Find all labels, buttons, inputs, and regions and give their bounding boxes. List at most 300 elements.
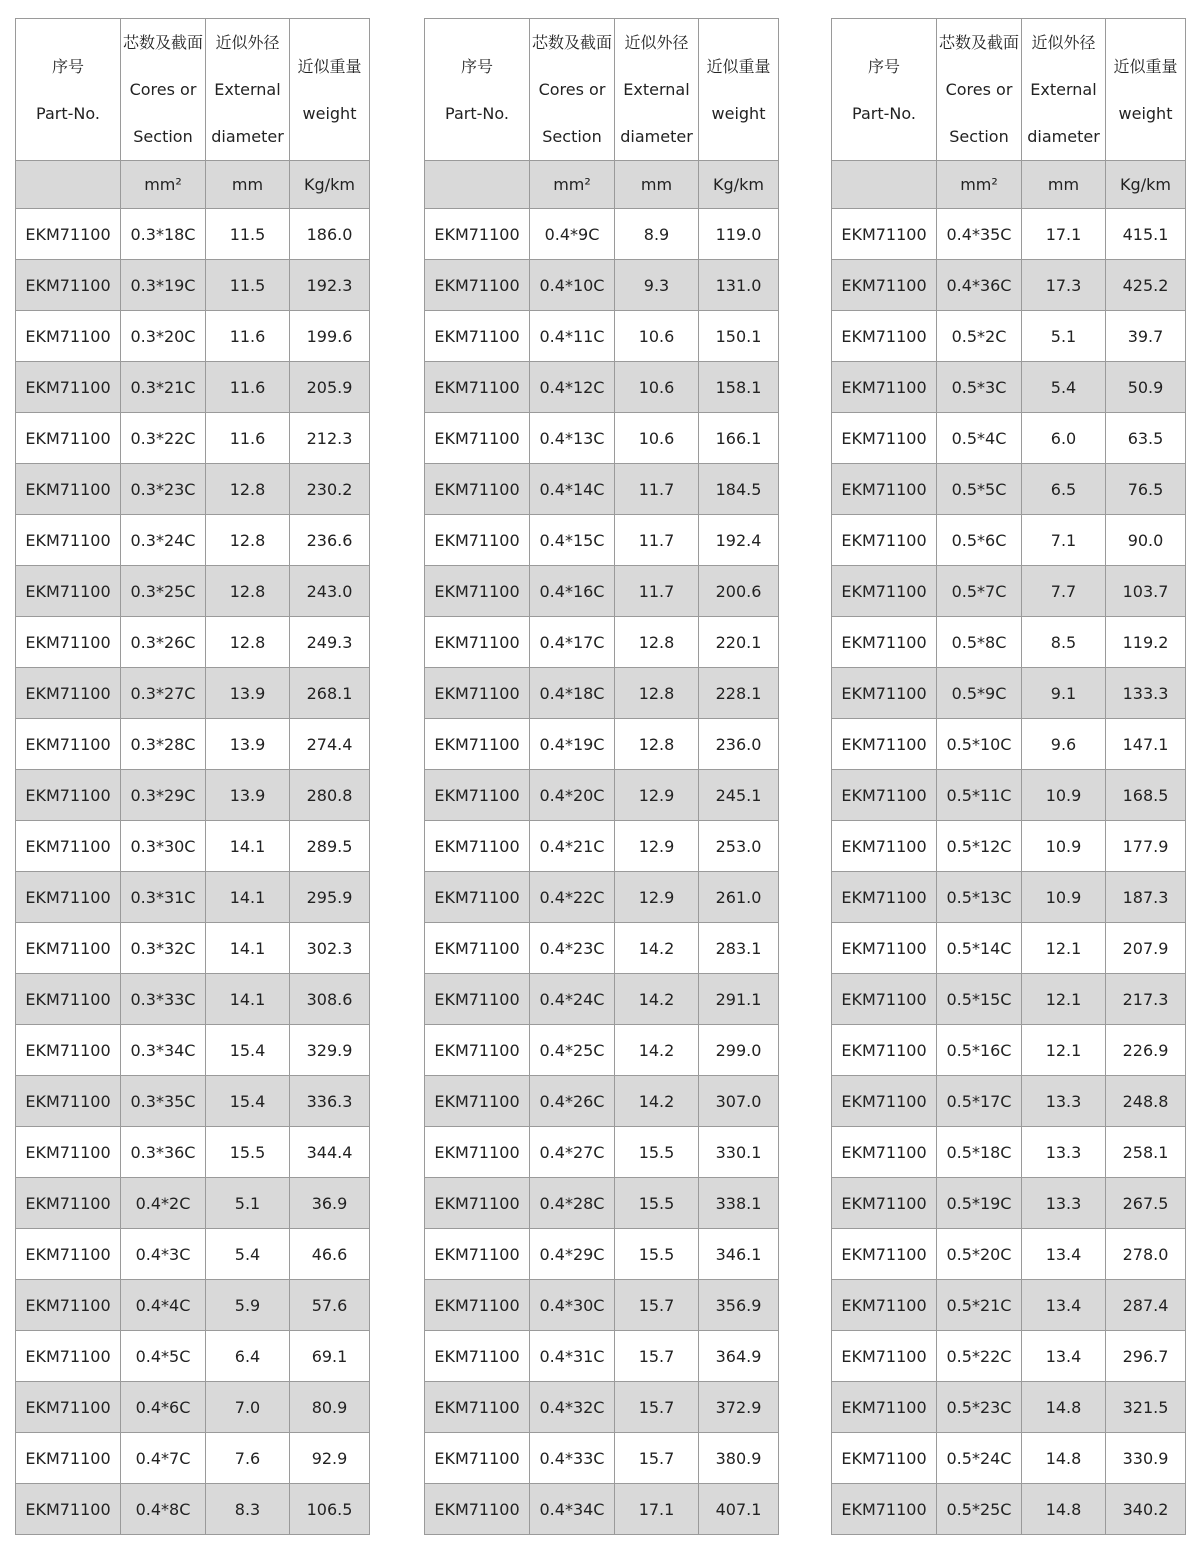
weight-cell: 253.0 — [699, 821, 779, 872]
cores-cell: 0.4*33C — [530, 1433, 615, 1484]
weight-unit: Kg/km — [290, 161, 370, 209]
weight-cell: 283.1 — [699, 923, 779, 974]
weight-cell: 236.0 — [699, 719, 779, 770]
weight-cell: 267.5 — [1106, 1178, 1186, 1229]
cores-cell: 0.4*6C — [121, 1382, 206, 1433]
diameter-cell: 11.6 — [206, 311, 290, 362]
cores-cell: 0.3*18C — [121, 209, 206, 260]
diameter-cell: 14.1 — [206, 923, 290, 974]
weight-cell: 69.1 — [290, 1331, 370, 1382]
weight-cell: 302.3 — [290, 923, 370, 974]
part-no-cell: EKM71100 — [16, 872, 121, 923]
table-row — [832, 1433, 1186, 1484]
cores-cell: 0.5*15C — [937, 974, 1022, 1025]
weight-cell: 207.9 — [1106, 923, 1186, 974]
part-no-cell: EKM71100 — [16, 1484, 121, 1535]
cores-cell: 0.5*22C — [937, 1331, 1022, 1382]
table-row — [16, 872, 370, 923]
part-no-cell: EKM71100 — [425, 566, 530, 617]
part-no-cell: EKM71100 — [425, 668, 530, 719]
table-row — [425, 617, 779, 668]
cores-cell: 0.3*25C — [121, 566, 206, 617]
table-row — [832, 974, 1186, 1025]
diameter-header — [1022, 19, 1106, 161]
part-no-cell: EKM71100 — [16, 974, 121, 1025]
weight-cell: 200.6 — [699, 566, 779, 617]
weight-cell: 308.6 — [290, 974, 370, 1025]
part-no-cell: EKM71100 — [425, 311, 530, 362]
table-row — [832, 209, 1186, 260]
cores-cell: 0.4*2C — [121, 1178, 206, 1229]
cores-cell: 0.5*3C — [937, 362, 1022, 413]
cores-cell: 0.4*31C — [530, 1331, 615, 1382]
part-no-cell: EKM71100 — [832, 209, 937, 260]
cores-cell: 0.4*7C — [121, 1433, 206, 1484]
part-no-cell: EKM71100 — [425, 209, 530, 260]
cores-cell: 0.5*13C — [937, 872, 1022, 923]
part-no-cell: EKM71100 — [16, 1382, 121, 1433]
diameter-cell: 11.5 — [206, 209, 290, 260]
cores-cell: 0.5*16C — [937, 1025, 1022, 1076]
part-no-cell: EKM71100 — [832, 821, 937, 872]
part-no-cell: EKM71100 — [832, 515, 937, 566]
diameter-cell: 6.0 — [1022, 413, 1106, 464]
diameter-cell: 12.8 — [615, 719, 699, 770]
diameter-cell: 8.9 — [615, 209, 699, 260]
table-row — [425, 362, 779, 413]
weight-cell: 261.0 — [699, 872, 779, 923]
weight-cell: 415.1 — [1106, 209, 1186, 260]
weight-cell: 90.0 — [1106, 515, 1186, 566]
cores-header-line: Section — [949, 127, 1009, 146]
diameter-cell: 13.4 — [1022, 1229, 1106, 1280]
table-row — [832, 413, 1186, 464]
diameter-cell: 12.8 — [206, 464, 290, 515]
table-row — [16, 1280, 370, 1331]
table-row — [16, 974, 370, 1025]
table-row — [16, 770, 370, 821]
part-header-line: Part-No. — [445, 103, 509, 123]
table-row — [16, 923, 370, 974]
weight-header-line: 近似重量 — [297, 56, 362, 76]
weight-cell: 344.4 — [290, 1127, 370, 1178]
cores-cell: 0.4*13C — [530, 413, 615, 464]
part-no-cell: EKM71100 — [16, 1280, 121, 1331]
part-no-cell: EKM71100 — [832, 974, 937, 1025]
weight-cell: 295.9 — [290, 872, 370, 923]
weight-cell: 321.5 — [1106, 1382, 1186, 1433]
weight-header — [290, 19, 370, 161]
weight-cell: 346.1 — [699, 1229, 779, 1280]
cores-header-line: 芯数及截面 — [938, 33, 1019, 52]
diameter-cell: 14.2 — [615, 1025, 699, 1076]
weight-cell: 356.9 — [699, 1280, 779, 1331]
diameter-cell: 15.4 — [206, 1025, 290, 1076]
cores-cell: 0.3*35C — [121, 1076, 206, 1127]
part-no-cell: EKM71100 — [425, 1331, 530, 1382]
cores-cell: 0.4*8C — [121, 1484, 206, 1535]
weight-cell: 425.2 — [1106, 260, 1186, 311]
table-row — [425, 1178, 779, 1229]
cores-cell: 0.5*21C — [937, 1280, 1022, 1331]
cable-spec-table — [424, 18, 779, 1535]
diameter-cell: 12.1 — [1022, 923, 1106, 974]
cores-cell: 0.5*10C — [937, 719, 1022, 770]
cores-cell: 0.5*2C — [937, 311, 1022, 362]
part-no-cell: EKM71100 — [16, 1331, 121, 1382]
diameter-cell: 13.9 — [206, 770, 290, 821]
weight-header-line: 近似重量 — [706, 56, 771, 76]
part-header-line: 序号 — [867, 56, 900, 76]
part-no-cell: EKM71100 — [425, 1178, 530, 1229]
table-row — [16, 1229, 370, 1280]
cores-cell: 0.3*34C — [121, 1025, 206, 1076]
weight-cell: 230.2 — [290, 464, 370, 515]
cores-header-line: 芯数及截面 — [122, 33, 203, 52]
diameter-cell: 10.9 — [1022, 770, 1106, 821]
weight-cell: 248.8 — [1106, 1076, 1186, 1127]
weight-cell: 336.3 — [290, 1076, 370, 1127]
diameter-cell: 11.6 — [206, 413, 290, 464]
diameter-cell: 6.5 — [1022, 464, 1106, 515]
cores-cell: 0.4*3C — [121, 1229, 206, 1280]
part-no-cell: EKM71100 — [832, 260, 937, 311]
cores-cell: 0.3*33C — [121, 974, 206, 1025]
part-no-cell: EKM71100 — [832, 1127, 937, 1178]
part-no-cell: EKM71100 — [832, 362, 937, 413]
diameter-cell: 12.8 — [206, 515, 290, 566]
table-row — [832, 566, 1186, 617]
diameter-header-line: External — [623, 80, 690, 99]
diameter-cell: 9.3 — [615, 260, 699, 311]
weight-cell: 205.9 — [290, 362, 370, 413]
diameter-cell: 13.9 — [206, 668, 290, 719]
table-row — [832, 260, 1186, 311]
table-row — [16, 1331, 370, 1382]
diameter-cell: 6.4 — [206, 1331, 290, 1382]
part-no-cell: EKM71100 — [425, 617, 530, 668]
part-no-cell: EKM71100 — [425, 719, 530, 770]
table-row — [16, 209, 370, 260]
part-no-cell: EKM71100 — [16, 1433, 121, 1484]
table-row — [832, 515, 1186, 566]
table-row — [16, 566, 370, 617]
weight-cell: 192.4 — [699, 515, 779, 566]
part-no-cell: EKM71100 — [16, 719, 121, 770]
diameter-cell: 7.1 — [1022, 515, 1106, 566]
weight-cell: 287.4 — [1106, 1280, 1186, 1331]
cores-cell: 0.4*20C — [530, 770, 615, 821]
weight-cell: 217.3 — [1106, 974, 1186, 1025]
unit-row — [16, 161, 370, 209]
diameter-cell: 14.8 — [1022, 1382, 1106, 1433]
diameter-cell: 12.8 — [206, 566, 290, 617]
weight-cell: 80.9 — [290, 1382, 370, 1433]
cores-cell: 0.4*26C — [530, 1076, 615, 1127]
cores-cell: 0.4*17C — [530, 617, 615, 668]
cores-unit: mm² — [937, 161, 1022, 209]
table-row — [832, 1229, 1186, 1280]
diameter-cell: 15.5 — [615, 1229, 699, 1280]
part-no-cell: EKM71100 — [16, 821, 121, 872]
weight-cell: 212.3 — [290, 413, 370, 464]
table-row — [425, 1076, 779, 1127]
diameter-cell: 9.6 — [1022, 719, 1106, 770]
diameter-header-line: 近似外径 — [1031, 33, 1096, 52]
cores-cell: 0.3*23C — [121, 464, 206, 515]
weight-cell: 150.1 — [699, 311, 779, 362]
diameter-cell: 8.3 — [206, 1484, 290, 1535]
weight-cell: 103.7 — [1106, 566, 1186, 617]
diameter-cell: 11.5 — [206, 260, 290, 311]
unit-row — [832, 161, 1186, 209]
cores-cell: 0.4*27C — [530, 1127, 615, 1178]
part-no-cell: EKM71100 — [16, 464, 121, 515]
diameter-cell: 11.7 — [615, 464, 699, 515]
cores-cell: 0.5*17C — [937, 1076, 1022, 1127]
table-row — [832, 464, 1186, 515]
part-no-cell: EKM71100 — [832, 311, 937, 362]
table-row — [832, 923, 1186, 974]
table-row — [16, 515, 370, 566]
table-row — [425, 923, 779, 974]
weight-cell: 226.9 — [1106, 1025, 1186, 1076]
part-header — [832, 19, 937, 161]
cores-cell: 0.5*5C — [937, 464, 1022, 515]
cores-cell: 0.4*29C — [530, 1229, 615, 1280]
cores-cell: 0.4*11C — [530, 311, 615, 362]
weight-cell: 274.4 — [290, 719, 370, 770]
cores-cell: 0.5*25C — [937, 1484, 1022, 1535]
table-row — [832, 1331, 1186, 1382]
part-no-cell: EKM71100 — [425, 923, 530, 974]
table-row — [425, 1433, 779, 1484]
table-row — [832, 1484, 1186, 1535]
cores-cell: 0.5*7C — [937, 566, 1022, 617]
weight-cell: 131.0 — [699, 260, 779, 311]
cores-cell: 0.4*32C — [530, 1382, 615, 1433]
weight-cell: 63.5 — [1106, 413, 1186, 464]
table-row — [16, 1076, 370, 1127]
cores-cell: 0.4*36C — [937, 260, 1022, 311]
cores-header-line: 芯数及截面 — [531, 33, 612, 52]
part-no-cell: EKM71100 — [425, 1280, 530, 1331]
diameter-cell: 15.4 — [206, 1076, 290, 1127]
cores-cell: 0.4*10C — [530, 260, 615, 311]
diameter-cell: 13.3 — [1022, 1076, 1106, 1127]
diameter-cell: 17.1 — [1022, 209, 1106, 260]
table-row — [16, 1484, 370, 1535]
diameter-cell: 5.9 — [206, 1280, 290, 1331]
part-no-cell: EKM71100 — [425, 1025, 530, 1076]
weight-cell: 158.1 — [699, 362, 779, 413]
weight-cell: 289.5 — [290, 821, 370, 872]
weight-cell: 166.1 — [699, 413, 779, 464]
part-no-cell: EKM71100 — [832, 872, 937, 923]
table-row — [16, 1178, 370, 1229]
part-header-line: 序号 — [51, 56, 84, 76]
part-no-cell: EKM71100 — [425, 770, 530, 821]
cores-cell: 0.3*28C — [121, 719, 206, 770]
cores-cell: 0.4*25C — [530, 1025, 615, 1076]
cores-cell: 0.3*32C — [121, 923, 206, 974]
diameter-cell: 14.2 — [615, 974, 699, 1025]
weight-header — [1106, 19, 1186, 161]
table-row — [425, 1484, 779, 1535]
part-no-cell: EKM71100 — [16, 1229, 121, 1280]
cores-header — [530, 19, 615, 161]
cores-cell: 0.4*14C — [530, 464, 615, 515]
weight-unit: Kg/km — [1106, 161, 1186, 209]
part-no-cell: EKM71100 — [16, 311, 121, 362]
table-row — [832, 872, 1186, 923]
table-row — [832, 821, 1186, 872]
diameter-cell: 10.6 — [615, 413, 699, 464]
weight-header — [699, 19, 779, 161]
table-row — [832, 1178, 1186, 1229]
diameter-cell: 15.7 — [615, 1382, 699, 1433]
cores-cell: 0.3*19C — [121, 260, 206, 311]
diameter-cell: 14.8 — [1022, 1433, 1106, 1484]
table-row — [16, 1025, 370, 1076]
part-no-cell: EKM71100 — [16, 923, 121, 974]
diameter-header-line: External — [1030, 80, 1097, 99]
diameter-cell: 13.3 — [1022, 1178, 1106, 1229]
part-no-cell: EKM71100 — [16, 1127, 121, 1178]
diameter-cell: 11.7 — [615, 566, 699, 617]
cores-header — [937, 19, 1022, 161]
diameter-cell: 8.5 — [1022, 617, 1106, 668]
table-row — [425, 566, 779, 617]
weight-cell: 236.6 — [290, 515, 370, 566]
cores-cell: 0.3*30C — [121, 821, 206, 872]
weight-cell: 92.9 — [290, 1433, 370, 1484]
part-no-cell: EKM71100 — [425, 413, 530, 464]
part-header-line: 序号 — [460, 56, 493, 76]
table-row — [832, 311, 1186, 362]
diameter-cell: 14.8 — [1022, 1484, 1106, 1535]
weight-header-line: weight — [302, 103, 357, 123]
weight-cell: 57.6 — [290, 1280, 370, 1331]
diameter-cell: 15.5 — [615, 1178, 699, 1229]
part-no-cell: EKM71100 — [425, 821, 530, 872]
weight-cell: 340.2 — [1106, 1484, 1186, 1535]
table-row — [425, 209, 779, 260]
table-row — [832, 617, 1186, 668]
table-row — [425, 668, 779, 719]
part-no-cell: EKM71100 — [832, 566, 937, 617]
table-row — [425, 311, 779, 362]
diameter-cell: 7.7 — [1022, 566, 1106, 617]
table-row — [16, 1382, 370, 1433]
weight-cell: 228.1 — [699, 668, 779, 719]
cores-cell: 0.5*23C — [937, 1382, 1022, 1433]
diameter-cell: 15.5 — [206, 1127, 290, 1178]
part-no-cell: EKM71100 — [832, 1433, 937, 1484]
weight-cell: 133.3 — [1106, 668, 1186, 719]
cores-unit: mm² — [121, 161, 206, 209]
part-no-cell: EKM71100 — [16, 209, 121, 260]
weight-cell: 407.1 — [699, 1484, 779, 1535]
diameter-cell: 12.8 — [206, 617, 290, 668]
diameter-cell: 5.1 — [206, 1178, 290, 1229]
diameter-cell: 12.9 — [615, 821, 699, 872]
part-no-cell: EKM71100 — [425, 1076, 530, 1127]
diameter-unit: mm — [615, 161, 699, 209]
table-row — [832, 1382, 1186, 1433]
weight-cell: 307.0 — [699, 1076, 779, 1127]
diameter-cell: 13.9 — [206, 719, 290, 770]
table-row — [832, 1025, 1186, 1076]
weight-cell: 119.2 — [1106, 617, 1186, 668]
diameter-cell: 7.0 — [206, 1382, 290, 1433]
cores-cell: 0.5*9C — [937, 668, 1022, 719]
cores-cell: 0.4*28C — [530, 1178, 615, 1229]
table-row — [832, 719, 1186, 770]
part-no-cell: EKM71100 — [832, 1229, 937, 1280]
table-row — [425, 413, 779, 464]
weight-cell: 119.0 — [699, 209, 779, 260]
weight-cell: 192.3 — [290, 260, 370, 311]
diameter-cell: 12.8 — [615, 668, 699, 719]
weight-cell: 187.3 — [1106, 872, 1186, 923]
part-no-cell: EKM71100 — [16, 362, 121, 413]
diameter-cell: 14.1 — [206, 872, 290, 923]
diameter-cell: 10.9 — [1022, 872, 1106, 923]
part-no-cell: EKM71100 — [832, 719, 937, 770]
table-row — [832, 1076, 1186, 1127]
diameter-cell: 5.4 — [206, 1229, 290, 1280]
weight-cell: 296.7 — [1106, 1331, 1186, 1382]
diameter-cell: 5.4 — [1022, 362, 1106, 413]
cores-cell: 0.3*22C — [121, 413, 206, 464]
cores-cell: 0.5*18C — [937, 1127, 1022, 1178]
diameter-header-line: diameter — [211, 127, 284, 146]
table-row — [425, 515, 779, 566]
weight-cell: 338.1 — [699, 1178, 779, 1229]
part-no-cell: EKM71100 — [425, 1229, 530, 1280]
table-row — [425, 1280, 779, 1331]
part-no-cell: EKM71100 — [832, 923, 937, 974]
table-row — [16, 413, 370, 464]
cores-cell: 0.4*23C — [530, 923, 615, 974]
cores-cell: 0.4*24C — [530, 974, 615, 1025]
diameter-cell: 13.3 — [1022, 1127, 1106, 1178]
diameter-cell: 10.6 — [615, 311, 699, 362]
weight-cell: 76.5 — [1106, 464, 1186, 515]
cores-cell: 0.5*11C — [937, 770, 1022, 821]
diameter-cell: 13.4 — [1022, 1331, 1106, 1382]
weight-cell: 364.9 — [699, 1331, 779, 1382]
table-row — [16, 617, 370, 668]
part-no-cell: EKM71100 — [832, 1484, 937, 1535]
diameter-cell: 12.9 — [615, 770, 699, 821]
part-no-cell: EKM71100 — [425, 1484, 530, 1535]
cores-cell: 0.4*18C — [530, 668, 615, 719]
table-row — [832, 362, 1186, 413]
weight-cell: 268.1 — [290, 668, 370, 719]
table-row — [425, 974, 779, 1025]
weight-cell: 329.9 — [290, 1025, 370, 1076]
table-row — [425, 1331, 779, 1382]
diameter-cell: 12.8 — [615, 617, 699, 668]
weight-cell: 280.8 — [290, 770, 370, 821]
part-no-cell: EKM71100 — [16, 515, 121, 566]
part-no-cell: EKM71100 — [16, 260, 121, 311]
cable-spec-table — [831, 18, 1186, 1535]
cores-cell: 0.4*34C — [530, 1484, 615, 1535]
part-no-cell: EKM71100 — [425, 464, 530, 515]
